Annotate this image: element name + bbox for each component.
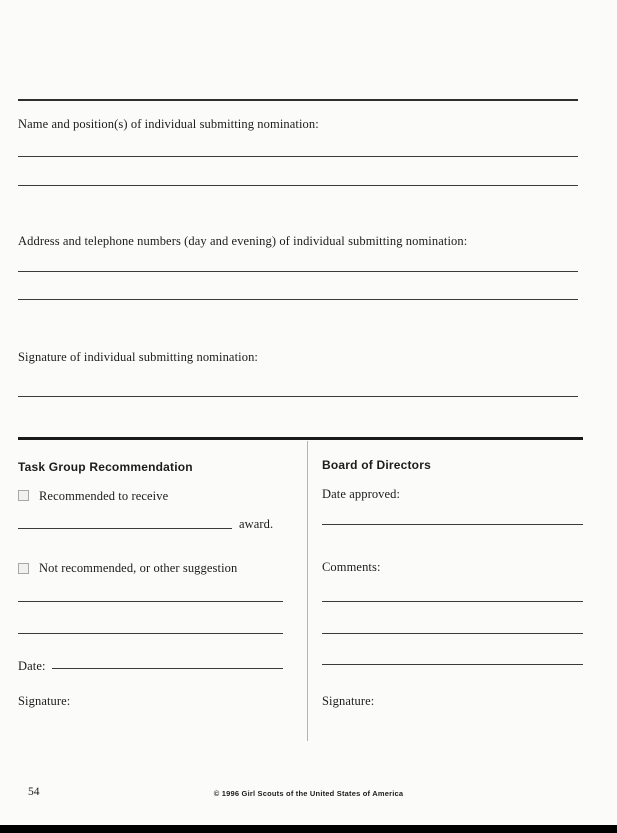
comments-fill-line-3 xyxy=(322,664,583,665)
date-approved-label: Date approved: xyxy=(322,487,401,501)
award-fill-line xyxy=(18,528,232,529)
column-divider xyxy=(307,441,308,741)
task-group-fill-line-2 xyxy=(18,633,283,634)
task-group-date-label: Date: xyxy=(18,659,46,673)
comments-fill-line-2 xyxy=(322,633,583,634)
board-signature-label: Signature: xyxy=(322,694,375,708)
not-recommended-checkbox[interactable] xyxy=(18,563,29,574)
copyright-text: © 1996 Girl Scouts of the United States of America xyxy=(213,789,404,798)
task-group-fill-line-1 xyxy=(18,601,283,602)
section-divider-rule xyxy=(18,437,583,440)
signature-fill-line xyxy=(18,396,578,397)
name-fill-line-2 xyxy=(18,185,578,186)
address-fill-line-2 xyxy=(18,299,578,300)
board-title: Board of Directors xyxy=(322,458,431,472)
date-approved-line xyxy=(322,524,583,525)
address-fill-line-1 xyxy=(18,271,578,272)
recommended-checkbox[interactable] xyxy=(18,490,29,501)
name-section-label: Name and position(s) of individual submitting nomination: xyxy=(18,117,319,131)
scan-edge-strip xyxy=(0,825,617,833)
task-group-title: Task Group Recommendation xyxy=(18,460,193,474)
comments-label: Comments: xyxy=(322,560,381,574)
task-group-date-line xyxy=(52,668,283,669)
address-section-label: Address and telephone numbers (day and evening) of individual submitting nomination: xyxy=(18,234,468,248)
award-suffix-label: award. xyxy=(239,517,274,531)
page-number: 54 xyxy=(28,786,40,798)
recommended-label: Recommended to receive xyxy=(39,489,169,503)
task-group-signature-label: Signature: xyxy=(18,694,71,708)
not-recommended-label: Not recommended, or other suggestion xyxy=(39,561,238,575)
comments-fill-line-1 xyxy=(322,601,583,602)
top-section-rule xyxy=(18,99,578,101)
signature-section-label: Signature of individual submitting nomination: xyxy=(18,350,258,364)
name-fill-line-1 xyxy=(18,156,578,157)
